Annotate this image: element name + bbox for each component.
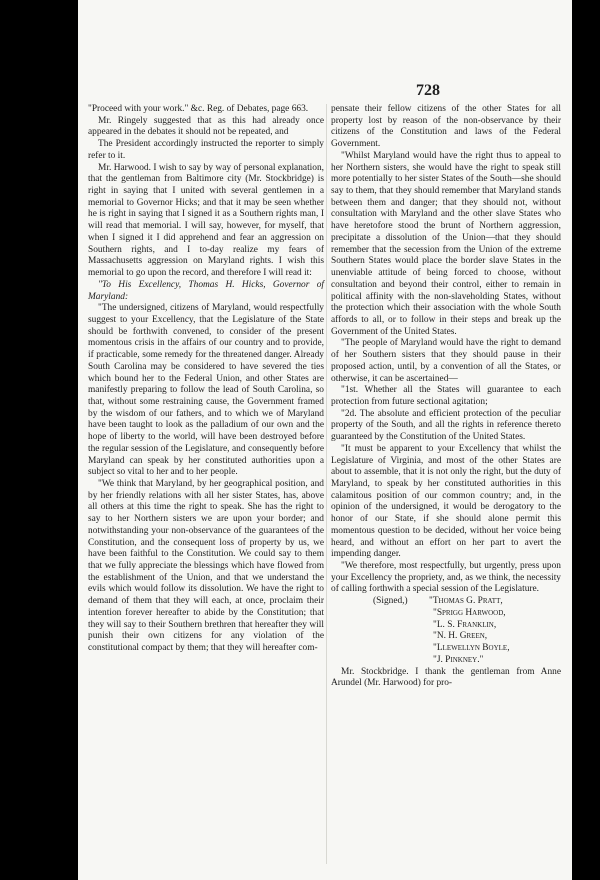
paragraph: "Whilst Maryland would have the right thus to appeal to her Northern sisters, she would have the right to speak still more potentially to her sister States of the South—she should say to them, that they should remember that Maryland stands between them and danger; that they should not, without consultation with Maryland and the other slave States who have heretofore stood the brunt of Northern aggression, precipitate a dissolution of the Union—that they should remember that the secession from the Union of the extreme Southern States would place the border slave States in the unenviable attitude of being forced to choose, without consultation and beyond their control, either to remain in political affinity with the non-slaveholding States, without the protection which their association with the whole South affords to all, or to follow in their steps and break up the Government of the United States. [331,150,561,337]
paragraph: Mr. Ringely suggested that as this had already once appeared in the debates it should not be repeated, and [88,115,324,138]
paragraph: "Proceed with your work." &c. Reg. of Debates, page 663. [88,104,309,114]
document-page [78,0,572,880]
paragraph: "The undersigned, citizens of Maryland, would respectfully suggest to your Excellency, that the Legislature of the State should be forthwith convened, to consider of the present momentous crisis in the affairs of our country and to provide, if practicable, some remedy for the threatened danger. Already South Carolina may be considered to have severed the ties which bound her to the Federal Union, and other States are manifestly preparing to follow the lead of South Carolina, so that, without some restraining cause, the Government framed by the wisdom of our fathers, and to which we of Maryland have been taught to look as the palladium of our own and the hope of liberty to the world, will have been destroyed before the regular session of the Legislature, and consequently before Maryland can speak by her constituted authorities upon a subject so vital to her and to her people. [88,303,324,478]
paragraph: "We think that Maryland, by her geographical position, and by her friendly relations with all her sister States, has, above all others at this time the right to speak. She has the right to say to her Northern sisters we are upon your border; and notwithstanding your non-observance of the guarantees of the Constitution, and the consequent loss of property by us, we have been faithful to the Constitution. We could say to them that we fully appreciate the blessings which have flowed from the establishment of the Union, and that we understand the evils which would follow its dissolution. We have the right to demand of them that they will each, at once, proclaim their intention forever hereafter to abide by the Constitution; that they will say to their Southern brethren that hereafter they will punish their own citizens for any violation of the constitutional compact by them; that they will hereafter com- [88,479,324,654]
signer-name: "Llewellyn Boyle, [433,643,510,654]
paragraph: The President accordingly instructed the reporter to simply refer to it. [88,139,324,161]
left-column [88,104,324,655]
page-number: 728 [416,82,440,99]
paragraph: "2d. The absolute and efficient protection of the peculiar property of the South, and all the rights in reference thereto guaranteed by the Constitution of the United States. [331,408,561,443]
paragraph: Mr. Stockbridge. I thank the gentleman from Anne Arundel (Mr. Harwood) for pro- [331,666,561,689]
signer-name: "L. S. Franklin, [433,619,497,630]
signature-line [331,596,561,608]
paragraph: "We therefore, most respectfully, but urgently, press upon your Excellency the propriety, and, as we think, the necessity of calling forthwith a special session of the Legislature. [331,561,561,595]
paragraph: Mr. Harwood. I wish to say by way of personal explanation, that the gentleman from Baltimore city (Mr. Stockbridge) is right in saying that I united with several gentlemen in a memorial to Governor Hicks; and that it may be seen whether he is right in saying that I signed it as a Southern rights man, I will read that memorial. I will say, however, for myself, that when I signed it I did apprehend and fear an aggression on Southern rights, and I to-day realize my fears of Massachusetts aggression on Maryland rights. I wish this memorial to go upon the record, and therefore I will read it: [88,162,324,279]
paragraph: "It must be apparent to your Excellency that whilst the Legislature of Virginia, and most of the other States are about to assemble, that it is not only the right, but the duty of Maryland, to speak by her constituted authorities in this calamitous position of our common country; and, in the opinion of the undersigned, it would be derogatory to the honor of our State, if she should alone permit this momentous question to be decided, without her voice being heard, and without an effort on her part to avert the impending danger. [331,443,561,560]
paragraph: "The people of Maryland would have the right to demand of her Southern sisters that they should pause in their proposed action, until, by a convention of all the States, or otherwise, it can be ascertained— [331,338,561,384]
column-divider [326,104,327,864]
signer-name: "N. H. Green, [433,631,488,642]
right-column [331,104,561,690]
signer-name: "Sprigg Harwood, [433,607,506,618]
signed-label: (Signed,) [373,596,408,607]
memorial-heading: "To His Excellency, Thomas H. Hicks, Governor of Maryland: [88,279,324,302]
paragraph: "1st. Whether all the States will guarantee to each protection from future sectional agitation; [331,385,561,407]
paragraph: pensate their fellow citizens of the other States for all property lost by reason of the non-observance by their citizens of the Constitution and laws of the Federal Government. [331,104,561,150]
signer-name: "Thomas G. Pratt, [429,596,503,607]
signer-name: "J. Pinkney." [433,654,484,665]
